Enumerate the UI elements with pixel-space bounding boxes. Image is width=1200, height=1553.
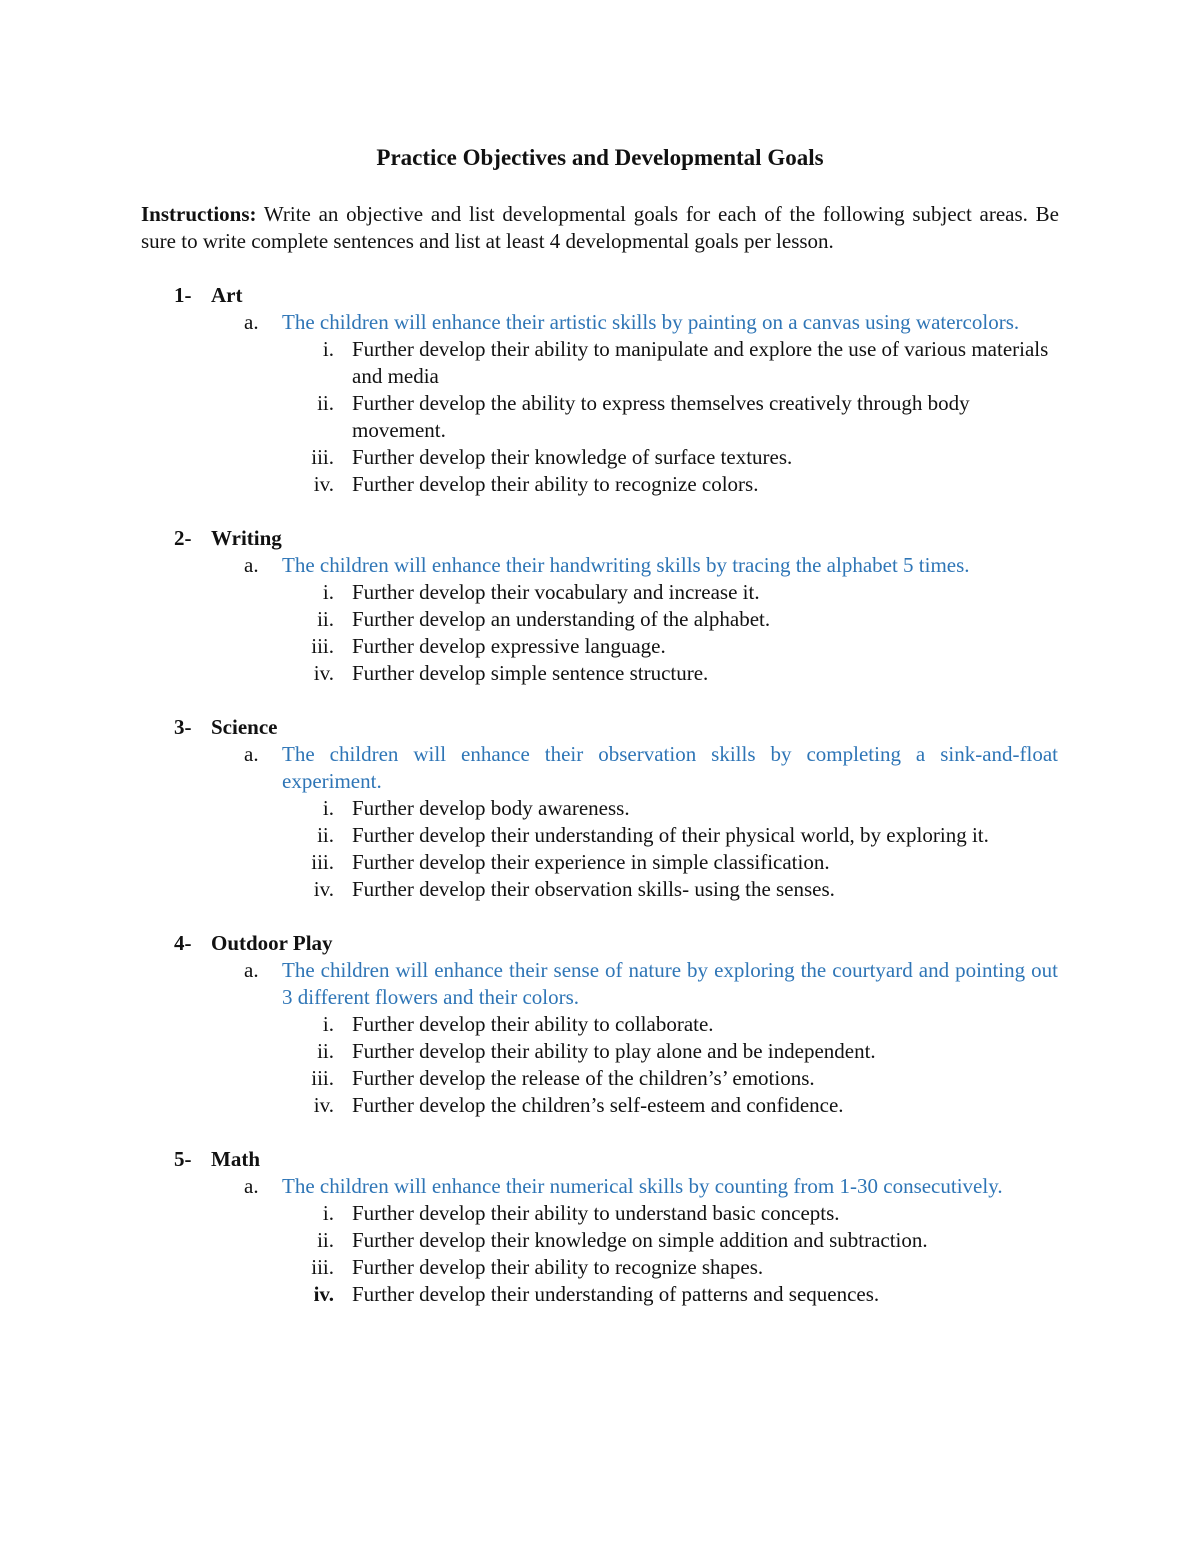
objective-text: The children will enhance their handwriting skills by tracing the alphabet 5 times. bbox=[282, 553, 970, 577]
goal-text: Further develop their ability to play alone and be independent. bbox=[352, 1039, 876, 1063]
section-heading bbox=[0, 714, 1200, 741]
goal-item bbox=[0, 606, 1200, 633]
section-heading bbox=[0, 1146, 1200, 1173]
goal-marker: ii. bbox=[317, 1228, 334, 1252]
section-heading bbox=[0, 930, 1200, 957]
section-number: 1- bbox=[174, 283, 192, 307]
section-heading bbox=[0, 525, 1200, 552]
goals-list bbox=[0, 336, 1200, 498]
goals-list bbox=[0, 579, 1200, 687]
objective-item bbox=[0, 309, 1200, 336]
goal-item bbox=[0, 1092, 1200, 1119]
objective-item bbox=[0, 957, 1200, 1011]
goal-item bbox=[0, 1200, 1200, 1227]
objective-item bbox=[0, 1173, 1200, 1200]
goal-item bbox=[0, 849, 1200, 876]
goal-item bbox=[0, 444, 1200, 471]
goal-text: Further develop their ability to recognize colors. bbox=[352, 472, 759, 496]
objective-text: The children will enhance their numerical skills by counting from 1-30 consecutively. bbox=[282, 1174, 1003, 1198]
objective-marker: a. bbox=[244, 310, 259, 334]
subject-sections bbox=[0, 282, 1200, 1335]
goal-item bbox=[0, 1281, 1200, 1308]
goals-list bbox=[0, 1200, 1200, 1308]
objective-text: The children will enhance their observation skills by completing a sink-and-float experiment. bbox=[282, 742, 1058, 793]
goal-item bbox=[0, 822, 1200, 849]
goal-text: Further develop the children’s self-esteem and confidence. bbox=[352, 1093, 844, 1117]
goal-text: Further develop their understanding of their physical world, by exploring it. bbox=[352, 823, 989, 847]
goal-text: Further develop their knowledge of surface textures. bbox=[352, 445, 793, 469]
goal-marker: iv. bbox=[313, 472, 334, 496]
goal-text: Further develop their knowledge on simple addition and subtraction. bbox=[352, 1228, 928, 1252]
goals-list bbox=[0, 795, 1200, 903]
objective-item bbox=[0, 741, 1200, 795]
goal-marker: iii. bbox=[311, 445, 334, 469]
goal-marker: i. bbox=[322, 580, 334, 604]
goal-marker: ii. bbox=[317, 391, 334, 415]
goal-item bbox=[0, 336, 1200, 390]
goal-text: Further develop an understanding of the alphabet. bbox=[352, 607, 771, 631]
subject-section bbox=[0, 525, 1200, 687]
section-heading bbox=[0, 282, 1200, 309]
goal-text: Further develop their ability to recognize shapes. bbox=[352, 1255, 764, 1279]
goal-item bbox=[0, 390, 1200, 444]
goal-marker: ii. bbox=[317, 823, 334, 847]
goal-item bbox=[0, 876, 1200, 903]
goal-item bbox=[0, 579, 1200, 606]
goal-text: Further develop body awareness. bbox=[352, 796, 630, 820]
goal-marker: i. bbox=[322, 1201, 334, 1225]
goal-text: Further develop their ability to manipulate and explore the use of various materials and media bbox=[352, 337, 1049, 388]
goal-marker: i. bbox=[322, 337, 334, 361]
section-title: Science bbox=[211, 715, 278, 739]
goal-marker: iii. bbox=[311, 850, 334, 874]
goal-item bbox=[0, 1065, 1200, 1092]
section-title: Math bbox=[211, 1147, 260, 1171]
goal-text: Further develop the release of the children’s’ emotions. bbox=[352, 1066, 815, 1090]
instructions-text: Write an objective and list developmental goals for each of the following subject areas. Be sure to write complete sentences and list at least 4 developmental goals per lesson. bbox=[141, 202, 1059, 253]
objective-marker: a. bbox=[244, 1174, 259, 1198]
subject-section bbox=[0, 930, 1200, 1119]
goal-text: Further develop the ability to express themselves creatively through body movement. bbox=[352, 391, 970, 442]
goal-item bbox=[0, 1227, 1200, 1254]
section-number: 2- bbox=[174, 526, 192, 550]
goal-item bbox=[0, 1011, 1200, 1038]
objective-marker: a. bbox=[244, 742, 259, 766]
goal-marker: ii. bbox=[317, 607, 334, 631]
goal-text: Further develop their ability to collaborate. bbox=[352, 1012, 714, 1036]
objective-text: The children will enhance their artistic skills by painting on a canvas using watercolors. bbox=[282, 310, 1020, 334]
goal-marker: iv. bbox=[313, 661, 334, 685]
goals-list bbox=[0, 1011, 1200, 1119]
goal-text: Further develop simple sentence structure. bbox=[352, 661, 709, 685]
instructions-label: Instructions: bbox=[141, 202, 257, 226]
goal-marker: i. bbox=[322, 1012, 334, 1036]
goal-marker: iv. bbox=[313, 1093, 334, 1117]
objective-marker: a. bbox=[244, 553, 259, 577]
subject-section bbox=[0, 282, 1200, 498]
objective-marker: a. bbox=[244, 958, 259, 982]
goal-marker: iii. bbox=[311, 1066, 334, 1090]
objective-text: The children will enhance their sense of nature by exploring the courtyard and pointing out 3 different flowers and their colors. bbox=[282, 958, 1058, 1009]
goal-marker: iii. bbox=[311, 634, 334, 658]
instructions-paragraph bbox=[141, 201, 1059, 255]
goal-text: Further develop their experience in simple classification. bbox=[352, 850, 830, 874]
goal-item bbox=[0, 633, 1200, 660]
goal-item bbox=[0, 1038, 1200, 1065]
goal-text: Further develop their ability to understand basic concepts. bbox=[352, 1201, 840, 1225]
goal-marker: ii. bbox=[317, 1039, 334, 1063]
goal-item bbox=[0, 795, 1200, 822]
section-title: Outdoor Play bbox=[211, 931, 333, 955]
goal-item bbox=[0, 1254, 1200, 1281]
goal-text: Further develop expressive language. bbox=[352, 634, 666, 658]
section-title: Writing bbox=[211, 526, 282, 550]
subject-section bbox=[0, 1146, 1200, 1308]
goal-text: Further develop their understanding of patterns and sequences. bbox=[352, 1282, 880, 1306]
goal-text: Further develop their observation skills- using the senses. bbox=[352, 877, 835, 901]
section-number: 4- bbox=[174, 931, 192, 955]
goal-marker: i. bbox=[322, 796, 334, 820]
goal-marker: iv. bbox=[313, 877, 334, 901]
section-number: 3- bbox=[174, 715, 192, 739]
goal-marker: iv. bbox=[313, 1282, 334, 1306]
document-title: Practice Objectives and Developmental Goals bbox=[376, 145, 824, 170]
section-number: 5- bbox=[174, 1147, 192, 1171]
goal-item bbox=[0, 660, 1200, 687]
goal-marker: iii. bbox=[311, 1255, 334, 1279]
objective-item bbox=[0, 552, 1200, 579]
section-title: Art bbox=[211, 283, 243, 307]
goal-text: Further develop their vocabulary and increase it. bbox=[352, 580, 760, 604]
goal-item bbox=[0, 471, 1200, 498]
subject-section bbox=[0, 714, 1200, 903]
